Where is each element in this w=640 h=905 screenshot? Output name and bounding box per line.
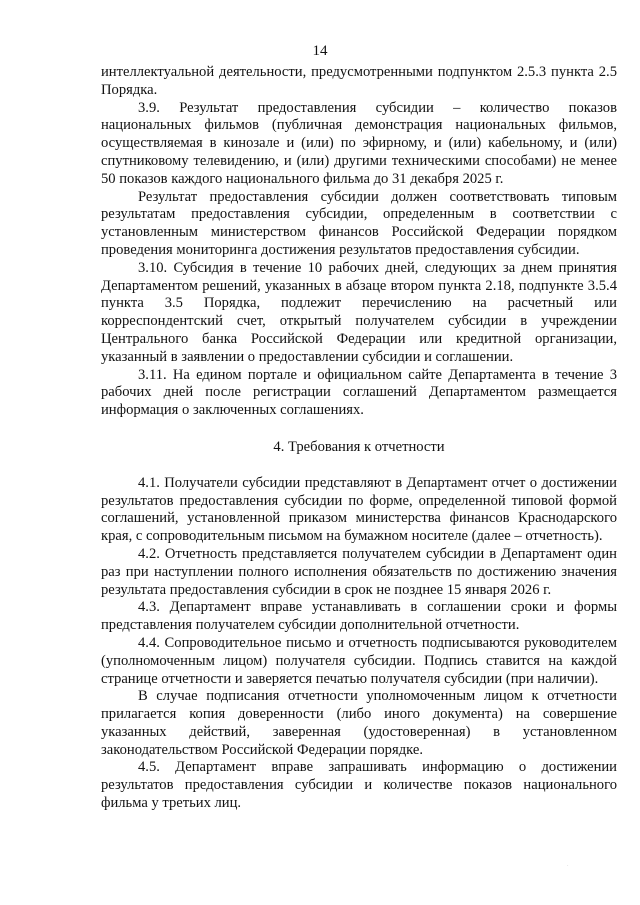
paragraph-4-2: 4.2. Отчетность представляется получателем субсидии в Департамент один раз при наступлении полного исполнения обязательств по достижению значения результата предоставления субсидии в срок не позднее 15 января 2026 г.: [101, 545, 617, 598]
paragraph-4-4-authorized-person: В случае подписания отчетности уполномоченным лицом к отчетности прилагается копия доверенности (либо иного документа) на совершение указанных действий, заверенная (удостоверенная) в установленном законодательством Российской Федерации порядке.: [101, 688, 617, 758]
paragraph-3-10: 3.10. Субсидия в течение 10 рабочих дней, следующих за днем принятия Департаментом решений, указанных в абзаце втором пункта 2.18, подпункте 3.5.4 пункта 3.5 Порядка, подлежит перечислению на расчетный или корреспондентский счет, открытый получателем субсидии в учреждении Центрального банка Российской Федерации или кредитной организации, указанный в заявлении о предоставлении субсидии и соглашении.: [101, 259, 617, 365]
paragraph-2-5-continuation: интеллектуальной деятельности, предусмотренными подпунктом 2.5.3 пункта 2.5 Порядка.: [101, 64, 617, 98]
scan-mark: .: [567, 862, 569, 868]
document-body: [101, 64, 617, 813]
section-heading: 4. Требования к отчетности: [273, 438, 445, 455]
section-spacer-top: [101, 420, 617, 439]
paragraph-4-5: 4.5. Департамент вправе запрашивать информацию о достижении результатов предоставления субсидии и количестве показов национального фильма у третьих лиц.: [101, 759, 617, 812]
section-spacer-bottom: [101, 457, 617, 475]
paragraph-3-11: 3.11. На едином портале и официальном сайте Департамента в течение 3 рабочих дней после регистрации соглашений Департаментом размещается информация о заключенных соглашениях.: [101, 366, 617, 419]
paragraph-4-1: 4.1. Получатели субсидии представляют в Департамент отчет о достижении результатов предоставления субсидии по форме, определенной типовой формой соглашений, установленной приказом министерства финансов Краснодарского края, с сопроводительным письмом на бумажном носителе (далее – отчетность).: [101, 474, 617, 545]
paragraph-3-9-result-requirement: Результат предоставления субсидии должен соответствовать типовым результатам предоставления субсидии, определенным в соответствии с установленным министерством финансов Российской Федерации порядком проведения мониторинга достижения результатов предоставления субсидии.: [101, 188, 617, 258]
paragraph-4-4: 4.4. Сопроводительное письмо и отчетность подписываются руководителем (уполномоченным лицом) получателя субсидии. Подпись ставится на каждой странице отчетности и заверяется печатью получателя субсидии (при наличии).: [101, 634, 617, 687]
page-number: 14: [312, 43, 328, 59]
paragraph-4-3: 4.3. Департамент вправе устанавливать в соглашении сроки и формы представления получателем субсидии дополнительной отчетности.: [101, 599, 617, 634]
paragraph-3-9: 3.9. Результат предоставления субсидии – количество показов национальных фильмов (публичная демонстрация национальных фильмов, осуществляемая в кинозале и (или) по эфирному, и (или) кабельному, и (или) спутниковому телевидению, и (или) другими техническими способами) не менее 50 показов каждого национального фильма до 31 декабря 2025 г.: [101, 99, 617, 187]
